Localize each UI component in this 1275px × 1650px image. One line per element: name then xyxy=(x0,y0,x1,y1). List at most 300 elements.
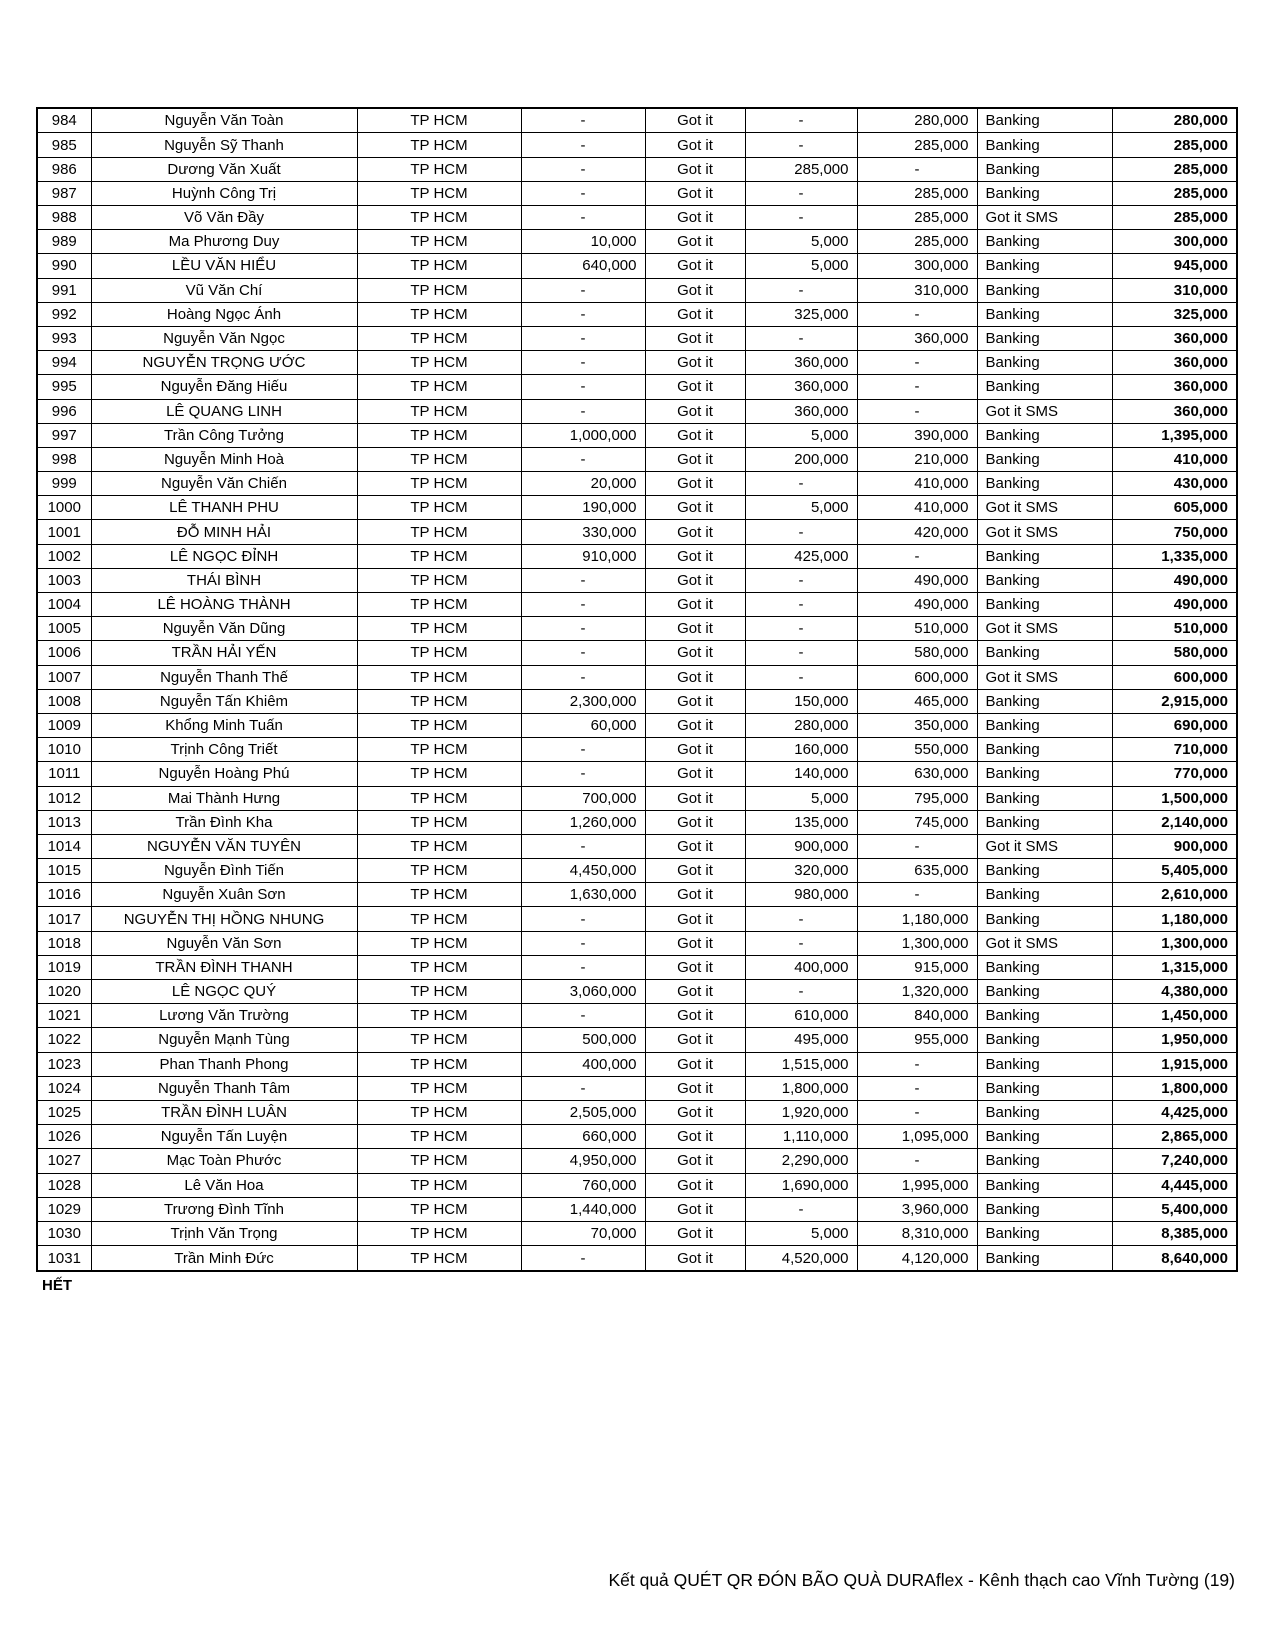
table-row xyxy=(37,1246,1237,1271)
cell-recipient-name: Nguyễn Tấn Khiêm xyxy=(91,689,357,713)
cell-amount-3: 285,000 xyxy=(857,230,977,254)
cell-total-amount: 280,000 xyxy=(1112,108,1237,133)
cell-status: Got it xyxy=(645,955,745,979)
cell-payment-method: Banking xyxy=(977,1004,1112,1028)
cell-recipient-name: LÊ NGỌC QUÝ xyxy=(91,980,357,1004)
cell-payment-method: Got it SMS xyxy=(977,496,1112,520)
cell-location: TP HCM xyxy=(357,230,521,254)
cell-row-number: 1030 xyxy=(37,1221,91,1245)
cell-amount-3: 955,000 xyxy=(857,1028,977,1052)
cell-payment-method: Banking xyxy=(977,157,1112,181)
cell-status: Got it xyxy=(645,133,745,157)
cell-total-amount: 710,000 xyxy=(1112,738,1237,762)
cell-amount-1: 910,000 xyxy=(521,544,645,568)
cell-location: TP HCM xyxy=(357,423,521,447)
cell-status: Got it xyxy=(645,593,745,617)
cell-payment-method: Banking xyxy=(977,108,1112,133)
cell-row-number: 1028 xyxy=(37,1173,91,1197)
cell-status: Got it xyxy=(645,1100,745,1124)
cell-status: Got it xyxy=(645,230,745,254)
cell-payment-method: Banking xyxy=(977,859,1112,883)
cell-status: Got it xyxy=(645,1149,745,1173)
cell-payment-method: Got it SMS xyxy=(977,399,1112,423)
cell-row-number: 1009 xyxy=(37,713,91,737)
cell-amount-2: 2,290,000 xyxy=(745,1149,857,1173)
table-row xyxy=(37,762,1237,786)
cell-location: TP HCM xyxy=(357,786,521,810)
cell-location: TP HCM xyxy=(357,593,521,617)
cell-amount-1: - xyxy=(521,593,645,617)
cell-amount-2: 610,000 xyxy=(745,1004,857,1028)
cell-amount-3: 1,995,000 xyxy=(857,1173,977,1197)
cell-recipient-name: LÊ QUANG LINH xyxy=(91,399,357,423)
cell-location: TP HCM xyxy=(357,206,521,230)
cell-total-amount: 5,400,000 xyxy=(1112,1197,1237,1221)
cell-row-number: 1026 xyxy=(37,1125,91,1149)
cell-payment-method: Banking xyxy=(977,302,1112,326)
cell-amount-1: 1,440,000 xyxy=(521,1197,645,1221)
cell-payment-method: Banking xyxy=(977,593,1112,617)
table-row xyxy=(37,665,1237,689)
end-of-list-label: HẾT xyxy=(42,1277,72,1294)
cell-amount-2: 360,000 xyxy=(745,399,857,423)
cell-row-number: 984 xyxy=(37,108,91,133)
cell-row-number: 991 xyxy=(37,278,91,302)
cell-amount-2: 5,000 xyxy=(745,423,857,447)
cell-amount-2: 1,515,000 xyxy=(745,1052,857,1076)
cell-recipient-name: Vũ Văn Chí xyxy=(91,278,357,302)
cell-location: TP HCM xyxy=(357,520,521,544)
results-table-body xyxy=(37,108,1237,1271)
cell-amount-3: - xyxy=(857,399,977,423)
table-row xyxy=(37,907,1237,931)
cell-amount-1: 1,260,000 xyxy=(521,810,645,834)
cell-total-amount: 360,000 xyxy=(1112,326,1237,350)
cell-recipient-name: Nguyễn Sỹ Thanh xyxy=(91,133,357,157)
cell-amount-2: 4,520,000 xyxy=(745,1246,857,1271)
table-row xyxy=(37,593,1237,617)
cell-location: TP HCM xyxy=(357,907,521,931)
cell-total-amount: 4,445,000 xyxy=(1112,1173,1237,1197)
cell-row-number: 1015 xyxy=(37,859,91,883)
cell-recipient-name: LÊ NGỌC ĐỈNH xyxy=(91,544,357,568)
cell-recipient-name: Nguyễn Đăng Hiếu xyxy=(91,375,357,399)
cell-recipient-name: Lương Văn Trường xyxy=(91,1004,357,1028)
table-row xyxy=(37,738,1237,762)
cell-payment-method: Banking xyxy=(977,254,1112,278)
cell-amount-1: - xyxy=(521,955,645,979)
cell-row-number: 1027 xyxy=(37,1149,91,1173)
cell-location: TP HCM xyxy=(357,883,521,907)
cell-amount-3: 635,000 xyxy=(857,859,977,883)
cell-amount-1: - xyxy=(521,665,645,689)
cell-row-number: 998 xyxy=(37,447,91,471)
cell-location: TP HCM xyxy=(357,1076,521,1100)
cell-status: Got it xyxy=(645,399,745,423)
cell-row-number: 996 xyxy=(37,399,91,423)
cell-recipient-name: Trần Đình Kha xyxy=(91,810,357,834)
cell-location: TP HCM xyxy=(357,1100,521,1124)
table-row xyxy=(37,810,1237,834)
cell-amount-3: 550,000 xyxy=(857,738,977,762)
cell-amount-2: 1,110,000 xyxy=(745,1125,857,1149)
table-row xyxy=(37,883,1237,907)
table-row xyxy=(37,520,1237,544)
cell-row-number: 985 xyxy=(37,133,91,157)
cell-amount-2: 140,000 xyxy=(745,762,857,786)
cell-status: Got it xyxy=(645,302,745,326)
cell-recipient-name: Trịnh Văn Trọng xyxy=(91,1221,357,1245)
cell-amount-2: 200,000 xyxy=(745,447,857,471)
cell-payment-method: Banking xyxy=(977,883,1112,907)
cell-amount-1: - xyxy=(521,1246,645,1271)
cell-amount-3: 410,000 xyxy=(857,472,977,496)
cell-amount-2: - xyxy=(745,931,857,955)
cell-payment-method: Got it SMS xyxy=(977,617,1112,641)
cell-amount-1: 20,000 xyxy=(521,472,645,496)
cell-amount-1: 10,000 xyxy=(521,230,645,254)
table-row xyxy=(37,713,1237,737)
cell-total-amount: 1,180,000 xyxy=(1112,907,1237,931)
cell-status: Got it xyxy=(645,689,745,713)
cell-recipient-name: Trần Minh Đức xyxy=(91,1246,357,1271)
cell-amount-1: - xyxy=(521,375,645,399)
cell-payment-method: Banking xyxy=(977,1100,1112,1124)
cell-amount-3: 1,095,000 xyxy=(857,1125,977,1149)
cell-status: Got it xyxy=(645,859,745,883)
cell-total-amount: 1,500,000 xyxy=(1112,786,1237,810)
cell-row-number: 1031 xyxy=(37,1246,91,1271)
cell-status: Got it xyxy=(645,810,745,834)
cell-location: TP HCM xyxy=(357,181,521,205)
cell-amount-2: 360,000 xyxy=(745,351,857,375)
cell-row-number: 987 xyxy=(37,181,91,205)
cell-amount-3: 280,000 xyxy=(857,108,977,133)
cell-amount-2: 5,000 xyxy=(745,230,857,254)
cell-location: TP HCM xyxy=(357,133,521,157)
cell-amount-2: 285,000 xyxy=(745,157,857,181)
cell-status: Got it xyxy=(645,375,745,399)
cell-amount-3: 350,000 xyxy=(857,713,977,737)
table-row xyxy=(37,980,1237,1004)
cell-recipient-name: Trương Đình Tĩnh xyxy=(91,1197,357,1221)
cell-status: Got it xyxy=(645,1004,745,1028)
cell-amount-1: 60,000 xyxy=(521,713,645,737)
cell-status: Got it xyxy=(645,762,745,786)
cell-recipient-name: NGUYỄN TRỌNG ƯỚC xyxy=(91,351,357,375)
cell-recipient-name: LÊ HOÀNG THÀNH xyxy=(91,593,357,617)
cell-total-amount: 7,240,000 xyxy=(1112,1149,1237,1173)
cell-recipient-name: ĐỖ MINH HẢI xyxy=(91,520,357,544)
cell-total-amount: 8,385,000 xyxy=(1112,1221,1237,1245)
cell-payment-method: Banking xyxy=(977,1076,1112,1100)
cell-amount-1: 2,505,000 xyxy=(521,1100,645,1124)
cell-status: Got it xyxy=(645,157,745,181)
cell-payment-method: Banking xyxy=(977,713,1112,737)
cell-total-amount: 510,000 xyxy=(1112,617,1237,641)
cell-total-amount: 900,000 xyxy=(1112,834,1237,858)
table-row xyxy=(37,834,1237,858)
cell-row-number: 1022 xyxy=(37,1028,91,1052)
cell-total-amount: 360,000 xyxy=(1112,351,1237,375)
cell-payment-method: Banking xyxy=(977,133,1112,157)
table-row xyxy=(37,447,1237,471)
cell-row-number: 1010 xyxy=(37,738,91,762)
cell-location: TP HCM xyxy=(357,1173,521,1197)
cell-amount-3: 1,300,000 xyxy=(857,931,977,955)
cell-total-amount: 690,000 xyxy=(1112,713,1237,737)
cell-location: TP HCM xyxy=(357,447,521,471)
cell-recipient-name: Phan Thanh Phong xyxy=(91,1052,357,1076)
cell-total-amount: 430,000 xyxy=(1112,472,1237,496)
cell-status: Got it xyxy=(645,568,745,592)
cell-total-amount: 310,000 xyxy=(1112,278,1237,302)
cell-total-amount: 285,000 xyxy=(1112,181,1237,205)
cell-status: Got it xyxy=(645,665,745,689)
cell-amount-2: - xyxy=(745,617,857,641)
cell-recipient-name: Võ Văn Đầy xyxy=(91,206,357,230)
table-row xyxy=(37,423,1237,447)
cell-status: Got it xyxy=(645,472,745,496)
cell-payment-method: Banking xyxy=(977,1173,1112,1197)
cell-payment-method: Banking xyxy=(977,641,1112,665)
cell-row-number: 990 xyxy=(37,254,91,278)
cell-amount-1: - xyxy=(521,1004,645,1028)
cell-amount-2: - xyxy=(745,520,857,544)
table-row xyxy=(37,1100,1237,1124)
cell-amount-2: - xyxy=(745,278,857,302)
cell-amount-1: 4,450,000 xyxy=(521,859,645,883)
cell-recipient-name: THÁI BÌNH xyxy=(91,568,357,592)
cell-total-amount: 325,000 xyxy=(1112,302,1237,326)
cell-total-amount: 1,335,000 xyxy=(1112,544,1237,568)
cell-amount-2: 5,000 xyxy=(745,786,857,810)
table-row xyxy=(37,544,1237,568)
cell-location: TP HCM xyxy=(357,351,521,375)
cell-amount-1: - xyxy=(521,447,645,471)
cell-recipient-name: Nguyễn Văn Chiến xyxy=(91,472,357,496)
cell-row-number: 1003 xyxy=(37,568,91,592)
table-row xyxy=(37,859,1237,883)
table-row xyxy=(37,496,1237,520)
cell-total-amount: 600,000 xyxy=(1112,665,1237,689)
cell-amount-1: - xyxy=(521,931,645,955)
cell-amount-2: - xyxy=(745,641,857,665)
cell-payment-method: Banking xyxy=(977,544,1112,568)
cell-row-number: 1013 xyxy=(37,810,91,834)
cell-amount-3: - xyxy=(857,351,977,375)
cell-status: Got it xyxy=(645,786,745,810)
cell-row-number: 992 xyxy=(37,302,91,326)
cell-total-amount: 580,000 xyxy=(1112,641,1237,665)
cell-recipient-name: Nguyễn Thanh Tâm xyxy=(91,1076,357,1100)
cell-row-number: 1021 xyxy=(37,1004,91,1028)
cell-amount-3: 840,000 xyxy=(857,1004,977,1028)
cell-amount-1: - xyxy=(521,834,645,858)
cell-recipient-name: Dương Văn Xuất xyxy=(91,157,357,181)
cell-status: Got it xyxy=(645,931,745,955)
cell-payment-method: Banking xyxy=(977,1149,1112,1173)
cell-amount-2: 495,000 xyxy=(745,1028,857,1052)
cell-payment-method: Banking xyxy=(977,326,1112,350)
cell-location: TP HCM xyxy=(357,931,521,955)
cell-amount-3: 490,000 xyxy=(857,593,977,617)
cell-location: TP HCM xyxy=(357,665,521,689)
cell-amount-3: - xyxy=(857,1149,977,1173)
cell-row-number: 1014 xyxy=(37,834,91,858)
cell-payment-method: Banking xyxy=(977,810,1112,834)
cell-payment-method: Got it SMS xyxy=(977,520,1112,544)
cell-amount-1: - xyxy=(521,278,645,302)
cell-amount-1: 330,000 xyxy=(521,520,645,544)
cell-location: TP HCM xyxy=(357,302,521,326)
cell-total-amount: 8,640,000 xyxy=(1112,1246,1237,1271)
table-row xyxy=(37,1052,1237,1076)
cell-recipient-name: LỀU VĂN HIỂU xyxy=(91,254,357,278)
cell-row-number: 994 xyxy=(37,351,91,375)
cell-total-amount: 945,000 xyxy=(1112,254,1237,278)
cell-status: Got it xyxy=(645,1076,745,1100)
cell-total-amount: 1,915,000 xyxy=(1112,1052,1237,1076)
cell-payment-method: Got it SMS xyxy=(977,931,1112,955)
cell-amount-3: - xyxy=(857,1052,977,1076)
cell-amount-1: - xyxy=(521,181,645,205)
table-row xyxy=(37,568,1237,592)
cell-payment-method: Banking xyxy=(977,278,1112,302)
cell-payment-method: Banking xyxy=(977,1125,1112,1149)
cell-amount-1: 400,000 xyxy=(521,1052,645,1076)
cell-payment-method: Banking xyxy=(977,1246,1112,1271)
cell-amount-2: 980,000 xyxy=(745,883,857,907)
table-row xyxy=(37,108,1237,133)
cell-total-amount: 490,000 xyxy=(1112,568,1237,592)
cell-total-amount: 1,395,000 xyxy=(1112,423,1237,447)
cell-amount-1: - xyxy=(521,133,645,157)
cell-recipient-name: Ma Phương Duy xyxy=(91,230,357,254)
cell-status: Got it xyxy=(645,254,745,278)
cell-recipient-name: Nguyễn Xuân Sơn xyxy=(91,883,357,907)
cell-recipient-name: Hoàng Ngọc Ánh xyxy=(91,302,357,326)
table-row xyxy=(37,157,1237,181)
cell-amount-2: 1,690,000 xyxy=(745,1173,857,1197)
cell-status: Got it xyxy=(645,206,745,230)
cell-location: TP HCM xyxy=(357,108,521,133)
cell-row-number: 1025 xyxy=(37,1100,91,1124)
cell-recipient-name: Nguyễn Văn Dũng xyxy=(91,617,357,641)
cell-location: TP HCM xyxy=(357,544,521,568)
cell-amount-3: 510,000 xyxy=(857,617,977,641)
cell-amount-3: 285,000 xyxy=(857,206,977,230)
cell-amount-2: - xyxy=(745,108,857,133)
cell-location: TP HCM xyxy=(357,955,521,979)
cell-location: TP HCM xyxy=(357,641,521,665)
cell-amount-2: - xyxy=(745,472,857,496)
cell-total-amount: 2,865,000 xyxy=(1112,1125,1237,1149)
cell-payment-method: Banking xyxy=(977,472,1112,496)
cell-total-amount: 2,140,000 xyxy=(1112,810,1237,834)
cell-location: TP HCM xyxy=(357,1004,521,1028)
cell-amount-1: - xyxy=(521,907,645,931)
cell-status: Got it xyxy=(645,1052,745,1076)
cell-location: TP HCM xyxy=(357,1028,521,1052)
cell-amount-2: 5,000 xyxy=(745,1221,857,1245)
table-row xyxy=(37,1125,1237,1149)
cell-amount-1: 660,000 xyxy=(521,1125,645,1149)
cell-row-number: 995 xyxy=(37,375,91,399)
cell-amount-2: - xyxy=(745,133,857,157)
cell-amount-3: 210,000 xyxy=(857,447,977,471)
cell-location: TP HCM xyxy=(357,399,521,423)
table-row xyxy=(37,375,1237,399)
cell-status: Got it xyxy=(645,738,745,762)
cell-row-number: 993 xyxy=(37,326,91,350)
cell-total-amount: 4,380,000 xyxy=(1112,980,1237,1004)
cell-total-amount: 5,405,000 xyxy=(1112,859,1237,883)
results-table xyxy=(36,107,1238,1272)
cell-amount-1: - xyxy=(521,399,645,423)
cell-payment-method: Banking xyxy=(977,568,1112,592)
cell-amount-1: 640,000 xyxy=(521,254,645,278)
cell-total-amount: 360,000 xyxy=(1112,399,1237,423)
cell-amount-3: 490,000 xyxy=(857,568,977,592)
cell-status: Got it xyxy=(645,883,745,907)
cell-recipient-name: Mạc Toàn Phước xyxy=(91,1149,357,1173)
cell-recipient-name: LÊ THANH PHU xyxy=(91,496,357,520)
cell-amount-3: - xyxy=(857,302,977,326)
cell-amount-2: 900,000 xyxy=(745,834,857,858)
table-row xyxy=(37,617,1237,641)
cell-payment-method: Banking xyxy=(977,786,1112,810)
cell-payment-method: Banking xyxy=(977,447,1112,471)
cell-payment-method: Banking xyxy=(977,181,1112,205)
cell-payment-method: Banking xyxy=(977,1052,1112,1076)
cell-amount-1: - xyxy=(521,157,645,181)
cell-amount-3: 4,120,000 xyxy=(857,1246,977,1271)
cell-amount-3: - xyxy=(857,544,977,568)
cell-amount-3: 390,000 xyxy=(857,423,977,447)
cell-recipient-name: NGUYỄN THỊ HỒNG NHUNG xyxy=(91,907,357,931)
cell-row-number: 1005 xyxy=(37,617,91,641)
cell-row-number: 1024 xyxy=(37,1076,91,1100)
cell-payment-method: Banking xyxy=(977,907,1112,931)
cell-amount-3: 630,000 xyxy=(857,762,977,786)
cell-amount-3: 465,000 xyxy=(857,689,977,713)
cell-total-amount: 2,610,000 xyxy=(1112,883,1237,907)
cell-amount-1: - xyxy=(521,641,645,665)
cell-amount-2: 320,000 xyxy=(745,859,857,883)
cell-row-number: 989 xyxy=(37,230,91,254)
cell-total-amount: 2,915,000 xyxy=(1112,689,1237,713)
cell-total-amount: 1,950,000 xyxy=(1112,1028,1237,1052)
cell-amount-2: 1,800,000 xyxy=(745,1076,857,1100)
table-row xyxy=(37,181,1237,205)
cell-total-amount: 300,000 xyxy=(1112,230,1237,254)
table-row xyxy=(37,689,1237,713)
cell-total-amount: 4,425,000 xyxy=(1112,1100,1237,1124)
cell-amount-3: 1,180,000 xyxy=(857,907,977,931)
cell-status: Got it xyxy=(645,278,745,302)
cell-total-amount: 1,300,000 xyxy=(1112,931,1237,955)
cell-amount-3: 600,000 xyxy=(857,665,977,689)
cell-amount-2: - xyxy=(745,181,857,205)
table-row xyxy=(37,1221,1237,1245)
cell-amount-2: 5,000 xyxy=(745,254,857,278)
cell-amount-3: - xyxy=(857,1100,977,1124)
cell-recipient-name: Nguyễn Tấn Luyện xyxy=(91,1125,357,1149)
cell-row-number: 1017 xyxy=(37,907,91,931)
cell-amount-2: 160,000 xyxy=(745,738,857,762)
cell-recipient-name: TRẦN HẢI YẾN xyxy=(91,641,357,665)
